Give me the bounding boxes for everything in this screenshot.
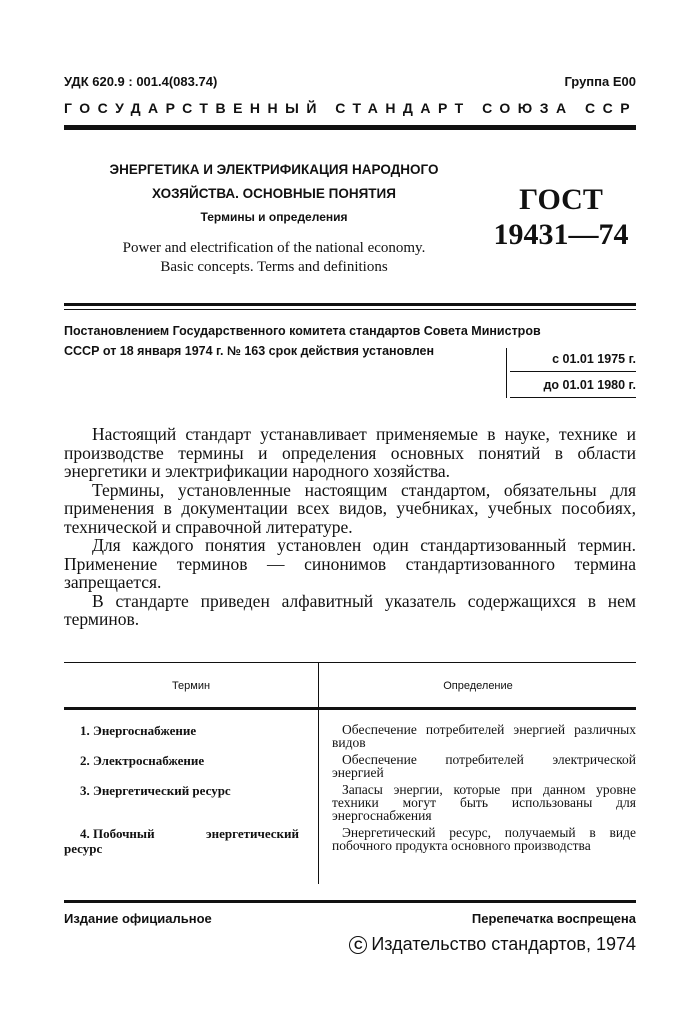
table-header-term: Термин [171, 680, 211, 692]
table-row-3-term: 3. Энергетический ресурс [80, 783, 231, 798]
table-column-divider [318, 662, 319, 884]
table-row-4-term-line-2: ресурс [64, 841, 103, 856]
valid-from: с 01.01 1975 г. [552, 352, 636, 366]
english-title-line-1: Power and electrification of the national economy. [122, 240, 426, 256]
paragraph-4: В стандарте приведен алфавитный указатель содержащихся в нем терминов. [64, 590, 636, 629]
decree-line-2: СССР от 18 января 1974 г. № 163 срок действия установлен [64, 344, 435, 358]
table-row-2-term: 2. Электроснабжение [80, 753, 205, 768]
table-row-4-definition [332, 826, 636, 852]
copyright-line [349, 934, 636, 955]
udk-code: УДК 620.9 : 001.4(083.74) [64, 74, 218, 89]
paragraph-2: Термины, установленные настоящим стандартом, обязательны для применения в документации всех видов, учебниках, учебных пособиях, технической и справочной литературе. [64, 479, 636, 537]
table-row-3-definition [332, 783, 636, 822]
table-row-4-term-number: 4. Побочный [80, 826, 155, 841]
valid-to-underline [510, 397, 636, 398]
table-header-definition: Определение [443, 680, 513, 692]
valid-to: до 01.01 1980 г. [543, 378, 636, 392]
table-header-rule [64, 707, 636, 710]
title-rule-thick [64, 303, 636, 306]
reprint-prohibited: Перепечатка воспрещена [471, 911, 636, 926]
valid-from-underline [510, 371, 636, 372]
group-code: Группа Е00 [564, 74, 636, 89]
table-row-4-term-word: энергетический [206, 826, 299, 841]
title-rule-thin [64, 309, 636, 310]
official-edition: Издание официальное [64, 911, 212, 926]
valid-period-divider [506, 348, 507, 398]
decree-line-1: Постановлением Государственного комитета стандартов Совета Министров [64, 324, 541, 338]
english-title-line-2: Basic concepts. Terms and definitions [160, 259, 388, 275]
copyright-text: Издательство стандартов, 1974 [371, 934, 636, 954]
table-top-rule [64, 662, 636, 663]
gost-number: 19431—74 [493, 218, 629, 251]
title-line-2: ХОЗЯЙСТВА. ОСНОВНЫЕ ПОНЯТИЯ [152, 186, 396, 201]
table-row-2-definition [332, 753, 636, 779]
footer-rule [64, 900, 636, 903]
banner-rule [64, 125, 636, 130]
table-row-1-term: 1. Энергоснабжение [80, 723, 197, 738]
intro-text [64, 425, 636, 629]
definition-text: Запасы энергии, которые при данном уровне техники могут быть использованы для энергоснабжения [332, 782, 636, 823]
definition-text: Обеспечение потребителей электрической энергией [332, 752, 636, 780]
table-row-1-definition [332, 723, 636, 749]
title-subtitle: Термины и определения [200, 210, 348, 224]
paragraph-1: Настоящий стандарт устанавливает применяемые в науке, технике и производстве термины и определения основных понятий в области энергетики и электрификации народного хозяйства. [64, 424, 636, 481]
definition-text: Обеспечение потребителей энергией различных видов [332, 722, 636, 750]
copyright-icon: C [349, 936, 367, 954]
state-standard-banner: ГОСУДАРСТВЕННЫЙ СТАНДАРТ СОЮЗА ССР [64, 100, 638, 116]
title-line-1: ЭНЕРГЕТИКА И ЭЛЕКТРИФИКАЦИЯ НАРОДНОГО [109, 162, 439, 177]
gost-label: ГОСТ [519, 183, 603, 216]
definition-text: Энергетический ресурс, получаемый в виде побочного продукта основного производства [332, 825, 636, 853]
paragraph-3: Для каждого понятия установлен один стандартизованный термин. Применение терминов — синонимов стандартизованного термина запрещается. [64, 535, 636, 592]
